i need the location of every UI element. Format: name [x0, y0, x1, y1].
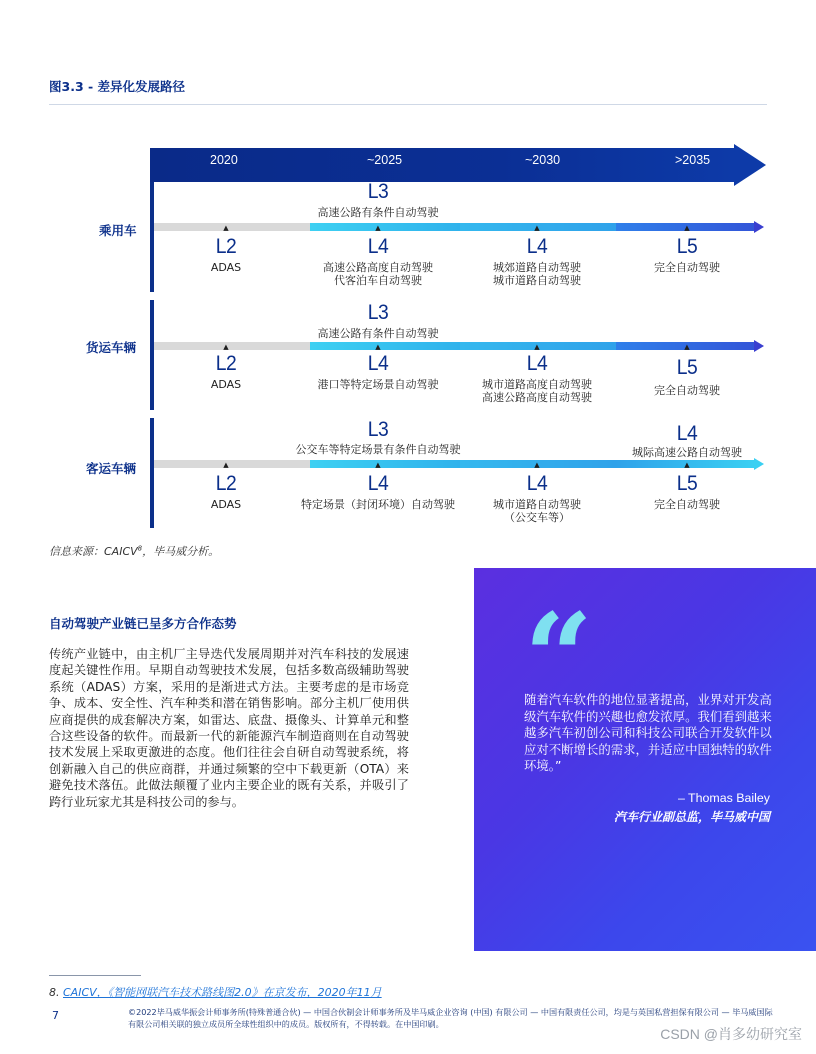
level-label: L4	[367, 352, 389, 375]
timeline-arrow	[150, 144, 766, 192]
track-arrow-tip	[754, 221, 764, 233]
timeline-arrow-head	[734, 144, 766, 186]
level-desc: 代客泊车自动驾驶	[334, 274, 422, 287]
level-label: L4	[526, 472, 548, 495]
watermark: CSDN @肖多幼研究室	[660, 1026, 802, 1042]
row-label-passenger-transit: 客运车辆	[86, 461, 137, 476]
footnote-link[interactable]: CAICV，《智能网联汽车技术路线图2.0》在京发布，2020年11月	[63, 986, 382, 999]
row-label-freight: 货运车辆	[86, 340, 137, 355]
marker-triangle: ▲	[375, 461, 381, 469]
quote-text: 随着汽车软件的地位显著提高，业界对开发高级汽车软件的兴趣也愈发浓厚。我们看到越来越多汽车初创公司和科技公司联合开发软件以应对不断增长的需求，并适应中国独特的软件环境。”	[524, 692, 772, 774]
level-label: L3	[367, 301, 389, 324]
level-label: L5	[676, 356, 698, 379]
marker-triangle: ▲	[375, 343, 381, 351]
level-desc: 城郊道路自动驾驶	[493, 261, 581, 274]
marker-triangle: ▲	[684, 224, 690, 232]
year-label: 2020	[210, 153, 238, 167]
quote-role: 汽车行业副总监，毕马威中国	[613, 810, 770, 824]
level-label: L5	[676, 472, 698, 495]
marker-triangle: ▲	[223, 224, 229, 232]
level-label: L2	[215, 352, 237, 375]
quote-author: – Thomas Bailey	[677, 791, 770, 805]
level-desc: 完全自动驾驶	[654, 384, 720, 397]
level-desc: 高速公路有条件自动驾驶	[317, 327, 439, 340]
level-label: L4	[367, 235, 389, 258]
track-arrow-tip	[754, 340, 764, 352]
level-label: L2	[215, 235, 237, 258]
year-label: >2035	[675, 153, 711, 167]
marker-triangle: ▲	[534, 461, 540, 469]
level-label: L3	[367, 180, 389, 203]
row-label-passenger: 乘用车	[99, 223, 137, 238]
level-desc: 城市道路高度自动驾驶	[482, 378, 592, 391]
level-label: L5	[676, 235, 698, 258]
marker-triangle: ▲	[684, 343, 690, 351]
level-label: L3	[367, 418, 389, 441]
level-desc: （公交车等）	[504, 511, 570, 524]
level-label: L4	[367, 472, 389, 495]
progress-track	[154, 342, 754, 350]
level-label: L2	[215, 472, 237, 495]
figure-title: 图3.3 - 差异化发展路径	[49, 79, 186, 94]
level-desc: 城市道路自动驾驶	[493, 274, 581, 287]
marker-triangle: ▲	[375, 224, 381, 232]
level-desc: ADAS	[210, 261, 242, 274]
level-label: L4	[526, 352, 548, 375]
level-desc: 港口等特定场景自动驾驶	[317, 378, 439, 391]
level-desc: ADAS	[210, 498, 242, 511]
quote-panel	[474, 568, 816, 951]
level-desc: 城市道路自动驾驶	[493, 498, 581, 511]
year-label: ~2030	[525, 153, 561, 167]
quote-mark-icon: “	[524, 587, 594, 728]
page-number: 7	[52, 1009, 59, 1022]
level-label: L4	[676, 422, 698, 445]
progress-track	[154, 460, 754, 468]
year-label: ~2025	[367, 153, 403, 167]
marker-triangle: ▲	[223, 343, 229, 351]
marker-triangle: ▲	[534, 343, 540, 351]
level-desc: 公交车等特定场景有条件自动驾驶	[295, 443, 461, 456]
section-body: 传统产业链中，由主机厂主导迭代发展周期并对汽车科技的发展速度起关键性作用。早期自动驾驶技术发展，包括多数高级辅助驾驶系统（ADAS）方案，采用的是渐进式方法。主要考虑的是市场竞争、成本、安全性、汽车种类和潜在销售影响。部分主机厂使用供应商提供的成套解决方案，如雷达、底盘、摄像头、计算单元和整合这些设备的软件。而最新一代的新能源汽车制造商则在自动驾驶技术发展上采取更激进的态度。他们往往会自研自动驾驶系统，将创新融入自己的供应商群，并通过频繁的空中下载更新（OTA）来避免技术落伍。此做法颠覆了业内主要企业的既有关系，并吸引了跨行业玩家尤其是科技公司的参与。	[49, 647, 409, 809]
marker-triangle: ▲	[534, 224, 540, 232]
track-arrow-tip	[754, 458, 764, 470]
footnote-divider	[49, 975, 141, 976]
copyright-notice: ©2022毕马威华振会计师事务所(特殊普通合伙) — 中国合伙制会计师事务所及毕马威企业咨询 (中国) 有限公司 — 中国有限责任公司，均是与英国私营担保有限公司 — 毕马威国际有限公司相关联的独立成员所全球性组织中的成员。版权所有，不得转载。在中国印刷。	[128, 1007, 773, 1029]
level-desc: 高速公路有条件自动驾驶	[317, 206, 439, 219]
level-desc: 高速公路高度自动驾驶	[323, 261, 433, 274]
level-desc: 高速公路高度自动驾驶	[482, 391, 592, 404]
footnote: 8. CAICV，《智能网联汽车技术路线图2.0》在京发布，2020年11月	[49, 986, 382, 999]
figure-source: 信息来源：CAICV$^8$，毕马威分析。	[49, 544, 220, 558]
marker-triangle: ▲	[684, 461, 690, 469]
figure-divider	[49, 104, 767, 105]
level-desc: 城际高速公路自动驾驶	[632, 446, 742, 459]
level-desc: 完全自动驾驶	[654, 261, 720, 274]
level-label: L4	[526, 235, 548, 258]
level-desc: 完全自动驾驶	[654, 498, 720, 511]
progress-track	[154, 223, 754, 231]
level-desc: ADAS	[210, 378, 242, 391]
marker-triangle: ▲	[223, 461, 229, 469]
section-title: 自动驾驶产业链已呈多方合作态势	[49, 616, 237, 631]
level-desc: 特定场景（封闭环境）自动驾驶	[301, 498, 455, 511]
